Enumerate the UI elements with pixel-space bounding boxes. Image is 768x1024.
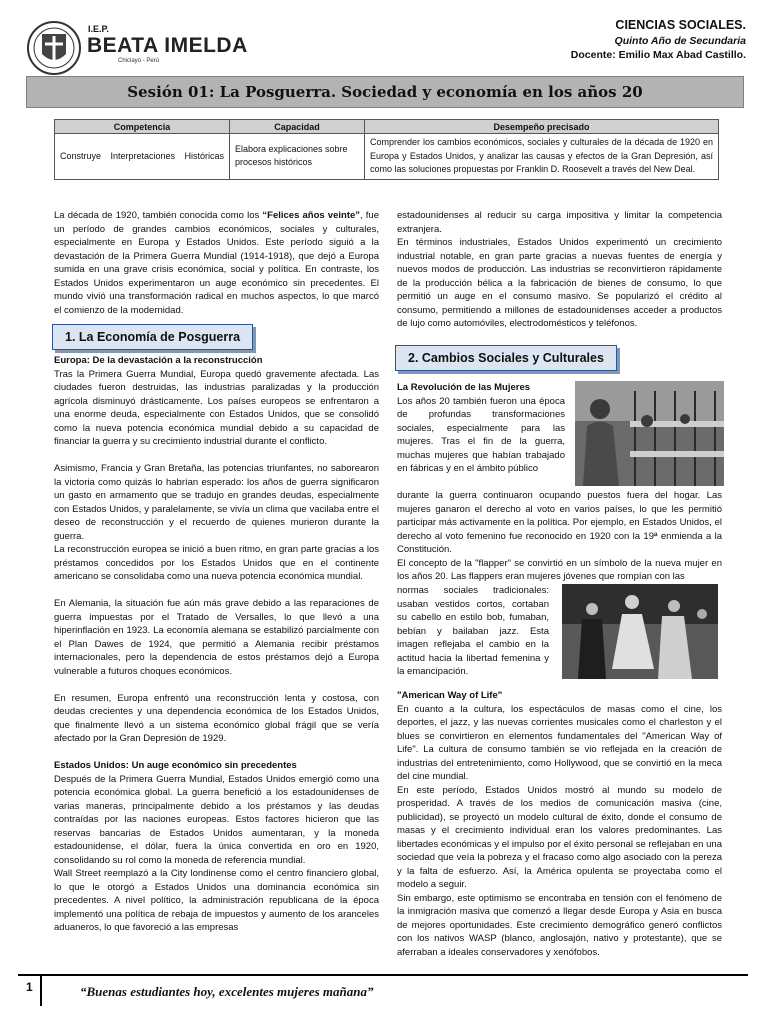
intro-text: La década de 1920, también conocida como los: [54, 210, 263, 221]
table-header: Capacidad: [230, 120, 365, 134]
subheading: Estados Unidos: Un auge económico sin precedentes: [54, 760, 297, 771]
course-info: [571, 18, 746, 61]
school-type: I.E.P.: [88, 24, 109, 34]
section1-box: [52, 324, 253, 350]
table-header: Competencia: [55, 120, 230, 134]
paragraph: La reconstrucción europea se inició a buen ritmo, en gran parte gracias a los préstamos concedidos por los Estados Unidos que en el continente americano se consolidaba como una nueva potencia económica mundial.: [54, 544, 379, 582]
capacidad-cell: Elabora explicaciones sobre procesos históricos: [230, 134, 365, 180]
school-name: BEATA IMELDA: [87, 34, 248, 57]
paragraph: estadounidenses al reducir su carga impositiva y limitar la competencia extranjera.: [397, 210, 722, 235]
paragraph: En este período, Estados Unidos mostró al mundo su modelo de prosperidad. A través de los medios de comunicación masiva (cine, publicidad), se proyectó un modelo cultural de éxito, donde el consumo de masas y el crecimiento individual eran los valores predominantes. Las libertades económicas y el impulso por el éxito personal se reflejaban en una sociedad que veía la pobreza y el fracaso como algo asociado con la pereza y la falta de esfuerzo. Así, la América opulenta se proyectaba como el modelo a seguir.: [397, 784, 722, 890]
paragraph: El concepto de la "flapper" se convirtió en un símbolo de la nueva mujer en los años 20. Las flappers eran mujeres jóvenes que rompían con las: [397, 557, 722, 582]
intro-text-end: , fue un período de grandes cambios económicos, sociales y culturales, especialmente en Europa y Estados Unidos. Este período siguió a la devastación de la Primera Guerra Mundial (1914-1918), que dejó a Europa sumida en una grave crisis económica, social y política. En contraste, los Estados Unidos experimentaron un auge económico sin precedentes. El mundo vivió una transformación radical en muchos aspectos, lo que marcó el comienzo de la modernidad.: [54, 210, 379, 316]
subheading: La Revolución de las Mujeres: [397, 382, 531, 393]
flappers-dancing-photo: [562, 584, 718, 679]
flapper-text: [397, 584, 549, 679]
paragraph: Wall Street reemplazó a la City londinense como el centro financiero global, lo que le otorgó a Estados Unidos una dominancia económica sin precedentes. A nivel político, la administración republicana de la época implementó una política de rebaja de impuestos y aumento de los aranceles aduaneros, lo que favoreció a las empresas: [54, 868, 379, 933]
desempeno-cell: Comprender los cambios económicos, sociales y culturales de la década de 1920 en Europa y Estados Unidos, y analizar las causas y efectos de la Gran Depresión, así como las soluciones propuestas por Franklin D. Roosevelt a través del New Deal.: [365, 134, 719, 180]
paragraph: Sin embargo, este optimismo se encontraba en tensión con el fenómeno de la inmigración masiva que comenzó a llegar desde Europa y Asia en busca de mejores oportunidades. Este crecimiento demográfico generó conflictos con los nativos WASP (blanco, anglosajón, nativo y protestante), que se aferraban a ideales conservadores y xenófobos.: [397, 892, 722, 958]
paragraph: En términos industriales, Estados Unidos experimentó un crecimiento industrial notable, en gran parte gracias a nuevas fuentes de energía y nuevos modos de producción. Las industrias se reconvirtieron rápidamente de la producción bélica a la fabricación de bienes de consumo, lo que permitió un auge en el consumo masivo. Se popularizó el crédito al consumo, permitiendo a millones de estadounidenses acceder a productos de lujo como automóviles, electrodomésticos y teléfonos.: [397, 237, 722, 329]
paragraph: Los años 20 también fueron una época de profundas transformaciones sociales, especialmente para las mujeres. Tras el fin de la guerra, muchas mujeres que habían trabajado en fábricas y en el ámbito público: [397, 395, 565, 474]
subject: CIENCIAS SOCIALES.: [615, 18, 746, 32]
section2-heading: 2. Cambios Sociales y Culturales: [395, 345, 617, 371]
paragraph: En Alemania, la situación fue aún más grave debido a las reparaciones de guerra impuestas por el Tratado de Versalles, lo que llevó a una hiperinflación en 1923. La economía alemana se estabilizó parcialmente con el Plan Dawes de 1924, que permitió a Alemania recibir préstamos internacionales, pero la dependencia de estos préstamos dejó a Europa vulnerable a futuros choques económicos.: [54, 598, 379, 677]
section1-heading: 1. La Economía de Posguerra: [52, 324, 253, 350]
table-header: Desempeño precisado: [365, 120, 719, 134]
women-intro: [397, 381, 565, 476]
right-column-top: [397, 209, 722, 331]
school-logo: [24, 20, 84, 76]
teacher: Docente: Emilio Max Abad Castillo.: [570, 49, 746, 61]
school-city: Chiclayo - Perú: [118, 58, 160, 64]
paragraph: normas sociales tradicionales: usaban vestidos cortos, cortaban su cabello en estilo bob, fumaban, bebían y bailaban jazz. Esta imagen reflejaba el cambio en la actitud hacia la libertad femenina y la emancipación.: [397, 585, 549, 677]
left-column: [54, 354, 379, 935]
paragraph: Tras la Primera Guerra Mundial, Europa quedó gravemente afectada. Las ciudades fueron destruidas, las industrias paralizadas y la producción agrícola disminuyó drásticamente. Los países europeos se enfrentaron a una enorme deuda, especialmente con Estados Unidos, que se consolidó como la nueva potencia económica mundial debido a su capacidad de financiar la guerra y su crecimiento industrial durante el conflicto.: [54, 368, 379, 447]
footer-divider: [40, 976, 42, 1006]
paragraph: En cuanto a la cultura, los espectáculos de masas como el cine, los deportes, el jazz, y las nuevas corrientes musicales como el charleston y el blues se convirtieron en elementos fundamentales del "American Way of Life". La cultura de consumo también se vio reflejada en la creación de industrias del entretenimiento, como Hollywood, que se convirtió en la meca del cine mundial.: [397, 703, 722, 782]
paragraph: Asimismo, Francia y Gran Bretaña, las potencias triunfantes, no saborearon la victoria como quizás lo habrían esperado: los años de guerra significaron un gasto en armamento que se tradujo en grandes deudas, especialmente con Estados Unidos, y paralelamente, se vivía un clima que vacilaba entre el deseo de reconstrucción y el recuerdo de quienes murieron durante la guerra.: [54, 463, 379, 542]
paragraph: durante la guerra continuaron ocupando puestos fuera del hogar. Las mujeres ganaron el derecho al voto en varios países, lo que les permitió participar más activamente en la política. Por ejemplo, en Estados Unidos, el derecho al voto femenino fue reconocido en 1920 con la 19ª enmienda a la Constitución.: [397, 490, 722, 555]
title-bar: [26, 76, 744, 108]
factory-women-photo: [575, 381, 724, 486]
competency-table: [54, 119, 719, 180]
subheading: "American Way of Life": [397, 690, 503, 701]
school-motto: “Buenas estudiantes hoy, excelentes mujeres mañana”: [80, 984, 374, 999]
left-column-intro: [54, 209, 379, 317]
paragraph: En resumen, Europa enfrentó una reconstrucción lenta y costosa, con deudas crecientes y una dependencia económica de los Estados Unidos, que finalmente llevó a un sistema económico global frágil que se vería afectado por la Gran Depresión de 1929.: [54, 692, 379, 744]
page-title: Sesión 01: La Posguerra. Sociedad y economía en los años 20: [127, 83, 643, 101]
grade: Quinto Año de Secundaria: [614, 35, 746, 47]
subheading: Europa: De la devastación a la reconstrucción: [54, 355, 263, 366]
paragraph: Después de la Primera Guerra Mundial, Estados Unidos emergió como una potencia económica global. La guerra benefició a los estadounidenses de varias maneras, principalmente debido a los préstamos y las deudas contraídas por las naciones europeas. Estos factores hicieron que las reservas bancarias de Estados Unidos aumentaran, y la moneda estadounidense, el dólar, fuera la única convertida en oro en 1920, consolidando su rol como la moneda de referencia mundial.: [54, 773, 379, 866]
competencia-cell: Construye Interpretaciones Históricas: [55, 134, 230, 180]
footer-rule: [18, 974, 748, 976]
right-column-bottom: [397, 689, 722, 959]
page-number: 1: [26, 980, 33, 994]
women-continued: [397, 489, 722, 584]
intro-paragraph: [54, 209, 379, 317]
section2-box: [395, 345, 617, 371]
intro-highlight: “Felices años veinte”: [262, 210, 361, 221]
